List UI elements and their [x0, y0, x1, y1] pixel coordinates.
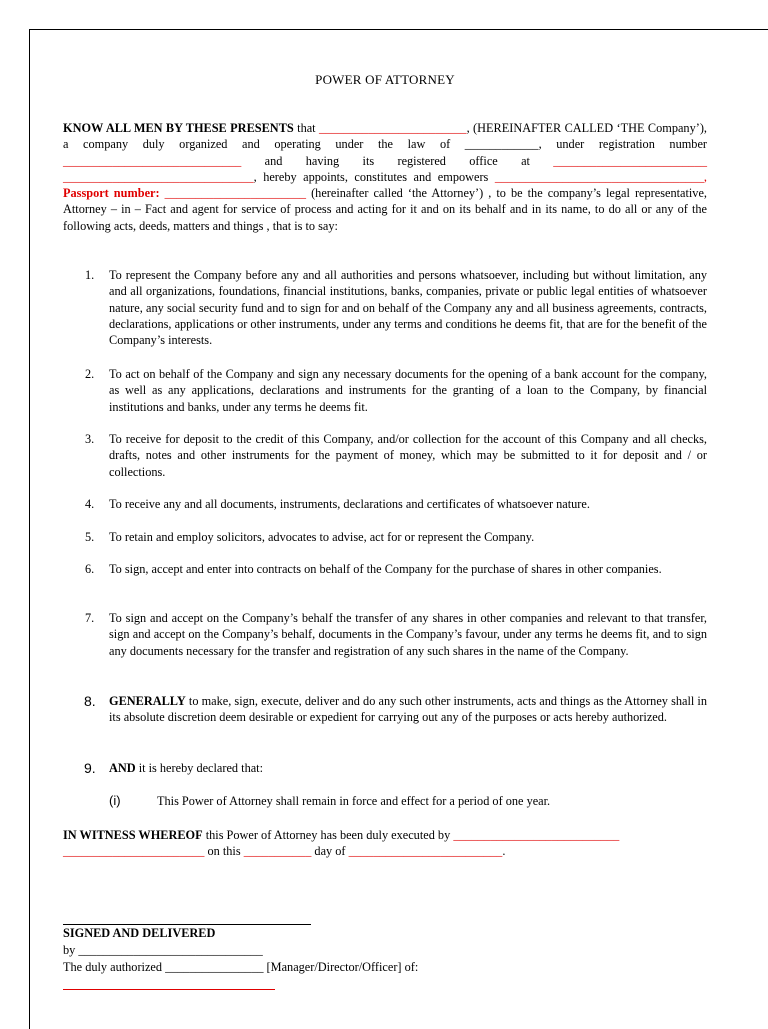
passport-number-blank[interactable]: _______________________	[159, 186, 307, 201]
company-signature-line[interactable]	[63, 989, 275, 990]
intro-text-4: and having its registered office at	[241, 153, 554, 168]
item-number: 2.	[85, 367, 95, 381]
executed-by-blank-2[interactable]: _______________________	[63, 844, 205, 859]
item-lead: GENERALLY	[109, 694, 186, 708]
attorney-name-blank[interactable]: __________________________________,	[494, 169, 707, 184]
registration-number-blank[interactable]: _____________________________	[63, 153, 242, 168]
item-lead: AND	[109, 761, 136, 775]
document-title: POWER OF ATTORNEY	[315, 72, 455, 87]
item-number: 1.	[85, 268, 95, 282]
item-text	[109, 693, 707, 726]
authorized-text-pre: The duly authorized	[63, 960, 166, 974]
item-number: 3.	[85, 432, 95, 446]
item-text: To represent the Company before any and all authorities and persons whatsoever, including but without limitation, any and all organizations, foundations, financial institutions, banks, companies, private or public legal entities of whatsoever nature, any social security fund and to sign for and on behalf of the Company any and all business agreements, contracts, declarations, applications or other instruments, under any terms and conditions he deems fit, that are for the benefit of the Company’s interests.	[109, 268, 707, 348]
authorized-line	[63, 959, 418, 975]
witness-text-4: .	[502, 844, 506, 859]
witness-text-2: on this	[204, 844, 244, 859]
intro-text-3: , under registration number	[538, 137, 707, 152]
intro-text-1: that	[293, 121, 319, 135]
intro-lead: KNOW ALL MEN BY THESE PRESENTS	[63, 121, 294, 135]
item-text: To act on behalf of the Company and sign any necessary documents for the opening of a bank account for the company, as well as any applications, declarations and instruments for the granting of a loan to the Company, by financial institutions and banks, under any terms he deems fit.	[109, 367, 707, 414]
item-number: 5.	[85, 530, 95, 544]
day-blank[interactable]: ___________	[243, 844, 312, 859]
item-text-body: it is hereby declared that:	[135, 761, 264, 775]
witness-text-1: this Power of Attorney has been duly executed by	[202, 828, 454, 842]
item-number: 9.	[84, 760, 96, 776]
intro-text-6: (hereinafter called ‘the Attorney’) , to be the company’s legal representative, Attorney – in – Fact and agent for service of process and acting for it and on its behalf and in its name, to do all or any of the following acts, deeds, matters and things , that is to say:	[63, 186, 707, 233]
item-number: 4.	[85, 497, 95, 511]
passport-label: Passport number:	[63, 186, 160, 201]
witness-text-3: day of	[311, 844, 349, 859]
item-number: 8.	[84, 693, 96, 709]
signed-by-line[interactable]: by ______________________________	[63, 943, 263, 957]
authorized-text-post: [Manager/Director/Officer] of:	[263, 960, 419, 974]
item-text: To retain and employ solicitors, advocates to advise, act for or represent the Company.	[109, 530, 535, 544]
signed-delivered-heading: SIGNED AND DELIVERED	[63, 926, 216, 940]
item-text	[109, 760, 707, 776]
item-text: To sign and accept on the Company’s behalf the transfer of any shares in other companies and relevant to that transfer, sign and accept on the Company’s behalf, documents in the Company’s favour, under any terms he deems fit, and to sign any documents necessary for the transfer and registration of any such shares in the name of the Company.	[109, 611, 707, 658]
law-blank[interactable]: ____________	[464, 137, 539, 152]
item-text: To receive for deposit to the credit of this Company, and/or collection for the account of this Company and all checks, drafts, notes and other instruments for the payment of money, which may be submitted to it for deposit and / or collections.	[109, 432, 707, 479]
month-blank[interactable]: _________________________	[348, 844, 503, 859]
witness-lead: IN WITNESS WHEREOF	[63, 828, 203, 842]
item-text-body: to make, sign, execute, deliver and do any such other instruments, acts and things as the Attorney shall in its absolute discretion deem desirable or expedient for carrying out any of the purposes or acts hereby authorized.	[109, 694, 707, 725]
item-text: To receive any and all documents, instruments, declarations and certificates of whatsoever nature.	[109, 497, 590, 511]
witness-paragraph	[63, 827, 707, 860]
intro-text-2: , (HEREINAFTER CALLED ‘THE Company’), a company duly organized and operating under the law of	[63, 121, 707, 152]
item-number: 6.	[85, 562, 95, 576]
registered-office-blank[interactable]: _________________________ _______________________________	[63, 153, 707, 184]
item-number: 7.	[85, 611, 95, 625]
authorized-title-blank[interactable]: ________________	[165, 960, 264, 974]
intro-paragraph	[63, 120, 707, 234]
intro-text-5: , hereby appoints, constitutes and empowers	[253, 169, 495, 184]
item-text: To sign, accept and enter into contracts on behalf of the Company for the purchase of shares in other companies.	[109, 562, 662, 576]
sub-item-number: (i)	[109, 793, 121, 808]
company-name-blank[interactable]: ________________________	[319, 121, 467, 135]
executed-by-blank[interactable]: ___________________________	[453, 828, 620, 842]
sub-item-text: This Power of Attorney shall remain in force and effect for a period of one year.	[157, 794, 551, 808]
